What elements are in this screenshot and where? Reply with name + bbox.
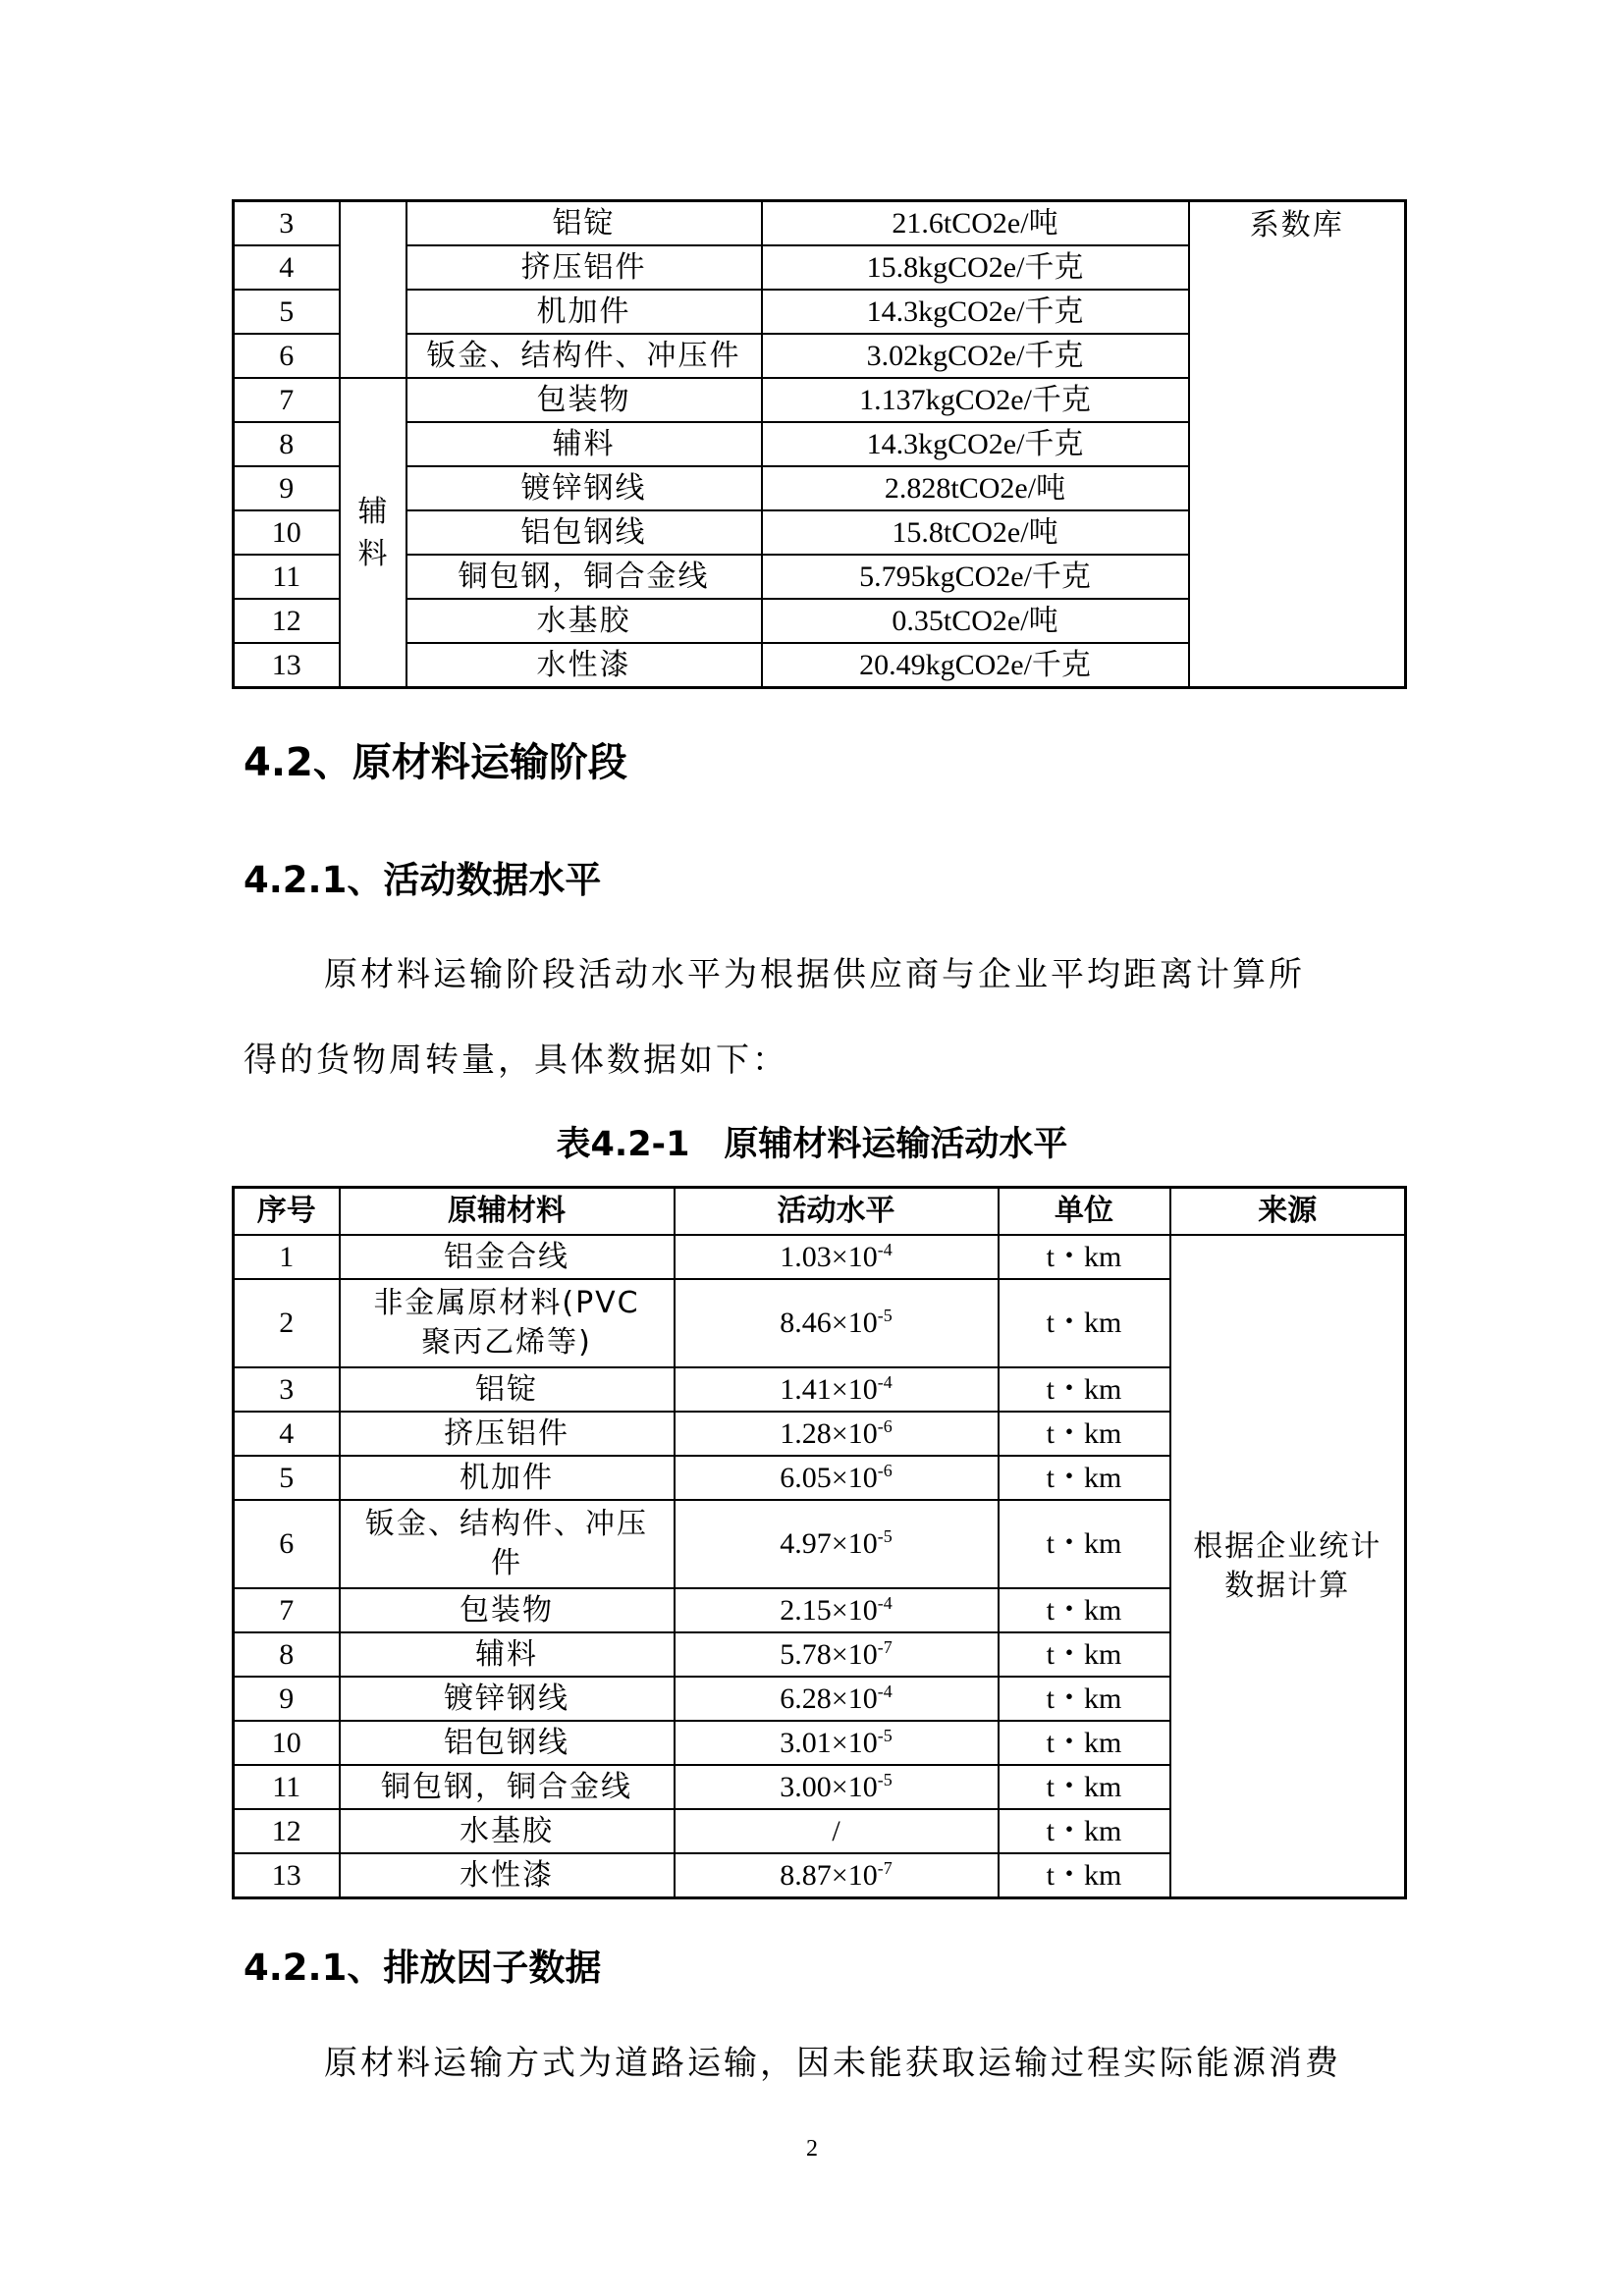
emission-factor: 15.8tCO2e/吨 [762,510,1189,555]
material-name: 水基胶 [340,1809,675,1853]
row-number: 8 [234,1632,340,1677]
material-name: 铝金合线 [340,1235,675,1279]
row-number: 11 [234,1765,340,1809]
source-line: 数据计算 [1224,1568,1351,1603]
source-line: 根据企业统计 [1193,1528,1382,1564]
unit-cell: t・km [999,1632,1170,1677]
activity-level [675,1412,999,1456]
emission-factor: 15.8kgCO2e/千克 [762,245,1189,290]
row-number: 4 [234,245,340,290]
row-number: 8 [234,422,340,466]
activity-exponent: -5 [877,1725,893,1745]
material-name: 铝包钢线 [406,510,762,555]
unit-cell: t・km [999,1279,1170,1367]
material-name: 辅料 [406,422,762,466]
activity-mantissa: / [832,1814,840,1847]
unit-cell: t・km [999,1500,1170,1588]
activity-level [675,1588,999,1632]
activity-mantissa: 2.15×10 [780,1593,878,1627]
emission-factor: 14.3kgCO2e/千克 [762,290,1189,334]
emission-factor: 21.6tCO2e/吨 [762,201,1189,246]
column-header: 活动水平 [675,1188,999,1236]
activity-exponent: -7 [877,1857,893,1878]
activity-mantissa: 6.05×10 [780,1461,878,1494]
unit-cell: t・km [999,1456,1170,1500]
row-number: 3 [234,1367,340,1412]
paragraph-line: 原材料运输方式为道路运输，因未能获取运输过程实际能源消费 [324,2044,1341,2083]
activity-exponent: -5 [877,1306,893,1325]
unit-cell: t・km [999,1765,1170,1809]
activity-level [675,1677,999,1721]
activity-mantissa: 1.28×10 [780,1416,878,1450]
activity-level [675,1456,999,1500]
row-number: 9 [234,466,340,510]
group-cell-empty [340,201,406,379]
row-number: 5 [234,1456,340,1500]
row-number: 10 [234,510,340,555]
activity-level [675,1500,999,1588]
activity-exponent: -5 [877,1526,893,1546]
unit-cell: t・km [999,1809,1170,1853]
activity-level [675,1632,999,1677]
material-name: 铜包钢，铜合金线 [406,555,762,599]
table-row [234,1235,1406,1279]
material-name: 包装物 [406,378,762,422]
row-number: 11 [234,555,340,599]
row-number: 10 [234,1721,340,1765]
source-cell [1170,1235,1406,1898]
table-row [234,201,1406,246]
row-number: 9 [234,1677,340,1721]
material-name [340,1500,675,1588]
row-number: 13 [234,643,340,688]
unit-cell: t・km [999,1588,1170,1632]
row-number: 5 [234,290,340,334]
activity-mantissa: 1.03×10 [780,1240,878,1273]
activity-level [675,1721,999,1765]
activity-exponent: -4 [877,1592,893,1613]
activity-mantissa: 3.00×10 [780,1770,878,1803]
material-name [340,1279,675,1367]
emission-factor: 1.137kgCO2e/千克 [762,378,1189,422]
emission-factor: 5.795kgCO2e/千克 [762,555,1189,599]
emission-factor: 14.3kgCO2e/千克 [762,422,1189,466]
activity-exponent: -6 [877,1415,893,1436]
column-header: 原辅材料 [340,1188,675,1236]
material-name: 机加件 [406,290,762,334]
group-label: 辅料 [357,494,388,571]
material-line: 件 [491,1546,522,1580]
unit-cell: t・km [999,1367,1170,1412]
paragraph-line: 得的货物周转量，具体数据如下： [244,1041,788,1080]
material-name: 铜包钢，铜合金线 [340,1765,675,1809]
activity-level [675,1853,999,1898]
table-caption: 表4.2-1 原辅材料运输活动水平 [556,1125,1068,1164]
activity-mantissa: 5.78×10 [780,1637,878,1671]
material-name: 辅料 [340,1632,675,1677]
unit-cell: t・km [999,1853,1170,1898]
page-number: 2 [806,2136,818,2162]
row-number: 1 [234,1235,340,1279]
activity-mantissa: 8.46×10 [780,1307,878,1339]
source-cell: 系数库 [1189,201,1406,688]
activity-level [675,1279,999,1367]
paragraph-line: 原材料运输阶段活动水平为根据供应商与企业平均距离计算所 [324,955,1305,994]
row-number: 6 [234,1500,340,1588]
activity-exponent: -5 [877,1769,893,1789]
emission-factor-table [232,199,1407,689]
unit-cell: t・km [999,1412,1170,1456]
section-heading-4-2-1-activity: 4.2.1、活动数据水平 [244,859,602,901]
row-number: 12 [234,1809,340,1853]
activity-level [675,1809,999,1853]
column-header: 单位 [999,1188,1170,1236]
material-line: 聚丙乙烯等) [421,1325,592,1360]
activity-mantissa: 8.87×10 [780,1858,878,1892]
material-name: 水性漆 [406,643,762,688]
activity-mantissa: 4.97×10 [780,1527,878,1560]
material-name: 铝锭 [406,201,762,246]
column-header: 序号 [234,1188,340,1236]
unit-cell: t・km [999,1677,1170,1721]
activity-mantissa: 1.41×10 [780,1372,878,1406]
material-name: 镀锌钢线 [340,1677,675,1721]
emission-factor: 2.828tCO2e/吨 [762,466,1189,510]
activity-mantissa: 6.28×10 [780,1682,878,1715]
material-name: 水基胶 [406,599,762,643]
material-name: 铝锭 [340,1367,675,1412]
material-name: 铝包钢线 [340,1721,675,1765]
emission-factor: 0.35tCO2e/吨 [762,599,1189,643]
row-number: 4 [234,1412,340,1456]
unit-cell: t・km [999,1721,1170,1765]
row-number: 12 [234,599,340,643]
row-number: 2 [234,1279,340,1367]
unit-cell: t・km [999,1235,1170,1279]
material-name: 包装物 [340,1588,675,1632]
material-name: 镀锌钢线 [406,466,762,510]
material-name: 机加件 [340,1456,675,1500]
row-number: 7 [234,378,340,422]
row-number: 3 [234,201,340,246]
column-header: 来源 [1170,1188,1406,1236]
activity-exponent: -4 [877,1239,893,1259]
row-number: 7 [234,1588,340,1632]
activity-exponent: -4 [877,1681,893,1701]
activity-mantissa: 3.01×10 [780,1726,878,1759]
material-name: 挤压铝件 [340,1412,675,1456]
group-cell-fuliao [340,378,406,688]
material-line: 钣金、结构件、冲压 [365,1507,648,1541]
section-heading-4-2-1-emission: 4.2.1、排放因子数据 [244,1947,602,1989]
activity-exponent: -6 [877,1460,893,1480]
material-line: 非金属原材料(PVC [373,1286,640,1320]
emission-factor: 3.02kgCO2e/千克 [762,334,1189,378]
activity-exponent: -7 [877,1636,893,1657]
activity-level [675,1367,999,1412]
section-heading-4-2: 4.2、原材料运输阶段 [244,740,627,785]
material-name: 挤压铝件 [406,245,762,290]
transport-activity-table [232,1186,1407,1899]
row-number: 13 [234,1853,340,1898]
table-header-row [234,1188,1406,1236]
activity-level [675,1235,999,1279]
activity-exponent: -4 [877,1371,893,1392]
emission-factor: 20.49kgCO2e/千克 [762,643,1189,688]
material-name: 水性漆 [340,1853,675,1898]
row-number: 6 [234,334,340,378]
activity-level [675,1765,999,1809]
material-name: 钣金、结构件、冲压件 [406,334,762,378]
